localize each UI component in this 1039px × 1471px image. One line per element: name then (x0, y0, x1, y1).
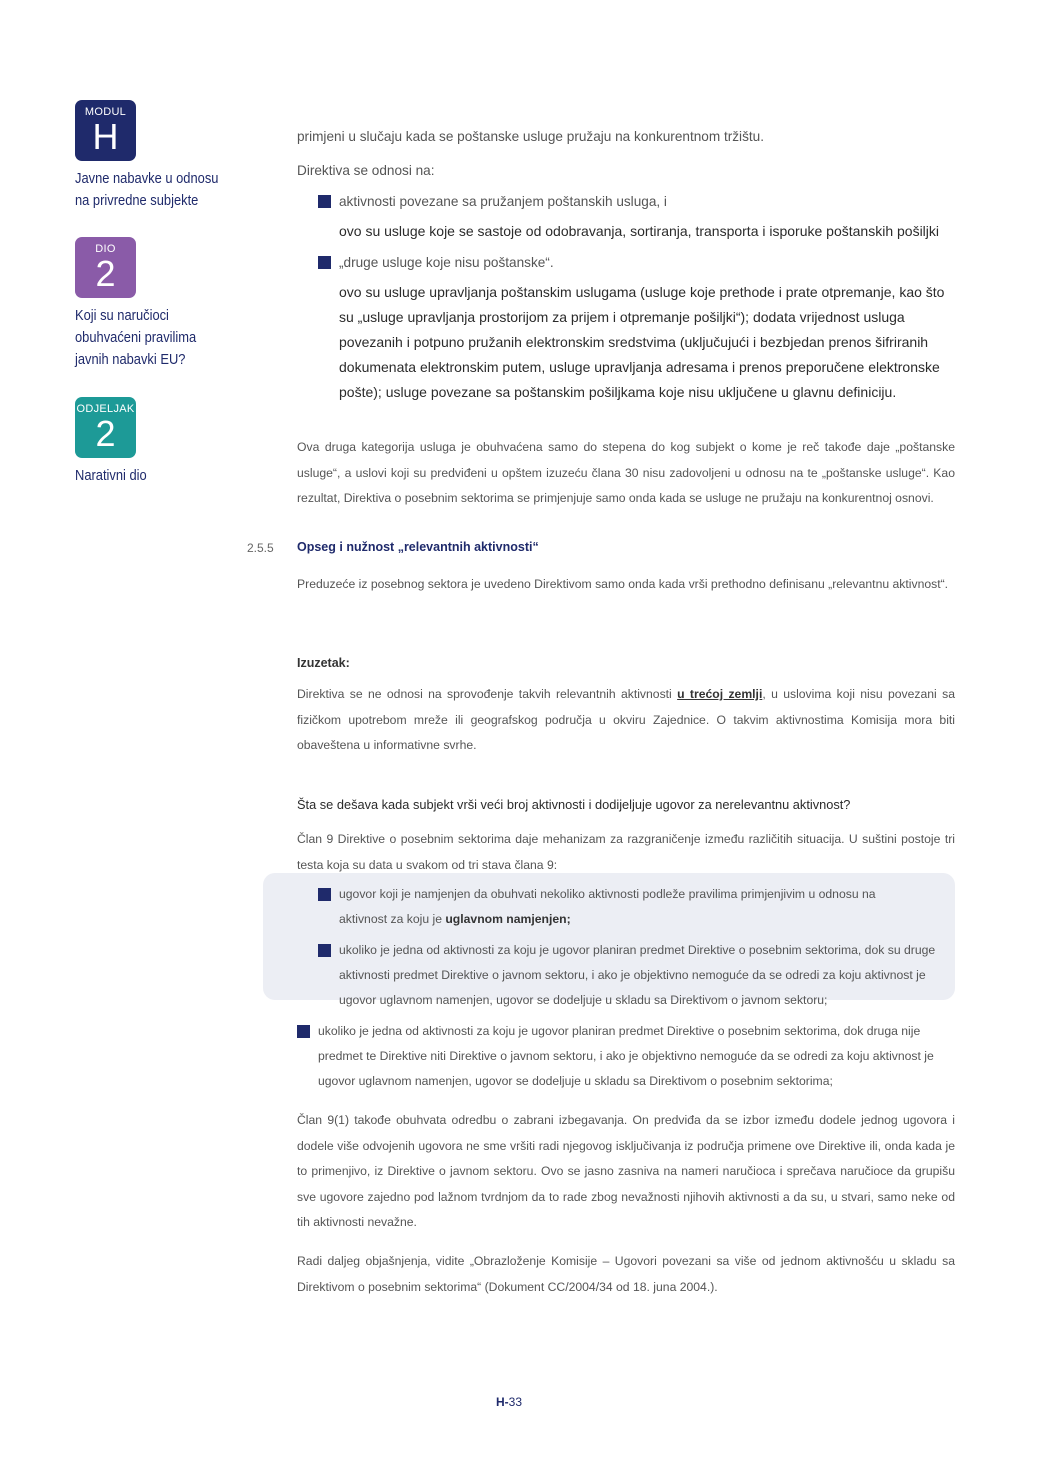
odjeljak-title: Narativni dio (75, 467, 147, 484)
condition-bullet-main-purpose (318, 882, 908, 932)
paragraph-scope: Direktiva se odnosi na: (297, 163, 435, 178)
page-number-value: 33 (508, 1395, 523, 1409)
modul-title: Javne nabavke u odnosu na privredne subjekte (75, 170, 219, 209)
bullet-text: „druge usluge koje nisu poštanske“. (339, 255, 554, 270)
paragraph-anti-avoidance: Član 9(1) takođe obuhvata odredbu o zabrani izbegavanja. On predviđa da se izbor između dodele jednog ugovora i dodele više odvojenih ugovora ne sme vršiti radi njegovog isključivanja iz područja primene ove Direktive ili, onda kada je to primenjivo, iz Direktive o javnom sektoru. Ovo se jasno zasniva na nameri naručioca i sprečava naručioce da grupišu sve ugovore zajedno pod lažnom tvrdnjom da to rade zbog nevažnosti njihovih aktivnosti a da su, u stvari, samo neke od tih aktivnosti nevažne. (297, 1113, 955, 1229)
bullet-square-icon (318, 944, 331, 957)
odjeljak-number: 2 (95, 413, 116, 454)
condition-text: ugovor koji je namjenjen da obuhvati nekoliko aktivnosti podleže pravilima primjenjivim u odnosu na aktivnost za koju je (339, 887, 876, 926)
dio-badge (75, 237, 136, 298)
third-country-link[interactable]: u trećoj zemlji (677, 687, 763, 701)
bullet-other-services (318, 250, 955, 275)
bullet-postal-activities (318, 189, 955, 214)
exception-label: Izuzetak: (297, 656, 350, 670)
bullet-text (318, 882, 908, 932)
condition-emphasis: uglavnom namjenjen; (445, 912, 571, 926)
bullet-square-icon (297, 1025, 310, 1038)
paragraph-further-explanation: Radi daljeg objašnjenja, vidite „Obrazloženje Komisije – Ugovori povezani sa više od jednom aktivnošću u skladu sa Direktivom o posebnim sektorima“ (Dokument CC/2004/34 od 18. juna 2004.). (297, 1254, 955, 1294)
section-title: Opseg i nužnost „relevantnih aktivnosti“ (297, 540, 539, 554)
modul-letter: H (92, 116, 119, 157)
exception-text-start: Direktiva se ne odnosi na sprovođenje takvih relevantnih aktivnosti (297, 687, 678, 701)
paragraph-intro: primjeni u slučaju kada se poštanske usluge pružaju na konkurentnom tržištu. (297, 129, 764, 144)
paragraph-exception (297, 682, 955, 759)
paragraph-article-9: Član 9 Direktive o posebnim sektorima daje mehanizam za razgraničenje između različitih situacija. U suštini postoje tri testa koja su data u svakom od tri stava člana 9: (297, 832, 955, 872)
bullet-square-icon (318, 888, 331, 901)
condition-bullet-public-sector (318, 938, 946, 1013)
bullet-text: ukoliko je jedna od aktivnosti za koju je ugovor planiran predmet Direktive o posebnim sektorima, dok druga nije predmet te Direktive niti Direktive o javnom sektoru, i ako je objektivno nemoguće da se odredi za koju aktivnost je ugovor uglavnom namenjen, ugovor se dodeljuje u skladu sa Direktivom o posebnim sektorima; (318, 1024, 934, 1088)
paragraph-second-category: Ova druga kategorija usluga je obuhvaćena samo do stepena do kog subjekt o kome je reč takođe daje „poštanske usluge“, a uslovi koji su predviđeni u opštem izuzeću člana 30 nisu zadovoljeni u odnosu na te „poštanske usluge“. Kao rezultat, Direktiva o posebnim sektorima se primjenjuje samo onda kada se usluge ne pružaju na konkurentnoj osnovi. (297, 440, 955, 505)
condition-bullet-special-sector (297, 1019, 953, 1094)
question-heading: Šta se dešava kada subjekt vrši veći broj aktivnosti i dodijeljuje ugovor za nerelevantnu aktivnost? (297, 797, 851, 812)
bullet-detail: ovo su usluge koje se sastoje od odobravanja, sortiranja, transporta i isporuke poštanskih pošiljki (339, 223, 940, 239)
section-number: 2.5.5 (247, 541, 274, 555)
odjeljak-badge (75, 397, 136, 458)
page-number (496, 1395, 522, 1409)
exception-text-end: , u uslovima koji nisu povezani sa fizičkom upotrebom mreže ili geografskog područja u okviru Zajednice. O takvim aktivnostima Komisija mora biti obaveštena u informativne svrhe. (297, 687, 955, 752)
odjeljak-label: ODJELJAK (76, 403, 135, 415)
bullet-text: aktivnosti povezane sa pružanjem poštanskih usluga, i (339, 194, 667, 209)
bullet-square-icon (318, 256, 331, 269)
bullet-text: ukoliko je jedna od aktivnosti za koju je ugovor planiran predmet Direktive o posebnim sektorima, dok su druge aktivnosti predmet Direktive o javnom sektoru, i ako je objektivno nemoguće da se odredi za koju aktivnost je ugovor uglavnom namenjen, ugovor se dodeljuje u skladu sa Direktivom o javnom sektoru; (339, 943, 936, 1007)
dio-title: Koji su naručioci obuhvaćeni pravilima javnih nabavki EU? (75, 307, 197, 368)
page-prefix: H- (496, 1395, 509, 1409)
bullet-detail: ovo su usluge upravljanja poštanskim uslugama (usluge koje prethode i prate otpremanje, kao što su „usluge upravljanja prostorijom za prijem i otpremanje pošiljki“); dodata vrijednost usluga povezanih i potpuno pružanih elektronskim sredstvima (uključujući i bezbjedan prenos šifriranih dokumenata elektronskim putem, usluge upravljanja adresama i prenos preporučene elektronske pošte); usluge povezane sa poštanskim pošiljkama koje nisu uključene u glavnu definiciju. (339, 284, 945, 400)
bullet-square-icon (318, 195, 331, 208)
dio-label: DIO (95, 243, 116, 255)
paragraph-relevant-activity: Preduzeće iz posebnog sektora je uvedeno Direktivom samo onda kada vrši prethodno definisanu „relevantnu aktivnost“. (297, 577, 949, 591)
modul-badge (75, 100, 136, 161)
dio-number: 2 (95, 253, 116, 294)
modul-label: MODUL (84, 106, 127, 118)
